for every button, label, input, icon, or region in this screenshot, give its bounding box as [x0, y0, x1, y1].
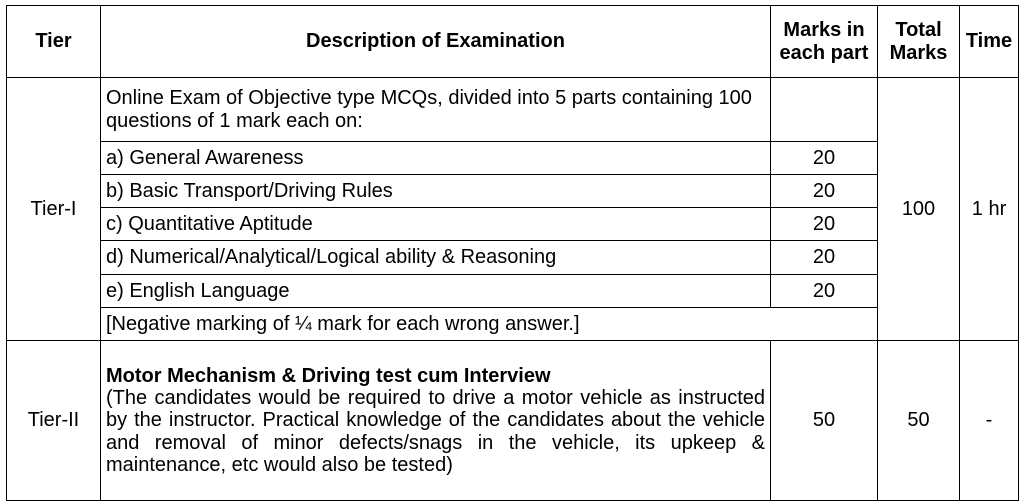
tier1-part-e-marks: 20 — [771, 275, 878, 308]
table-row — [7, 275, 1019, 308]
tier1-total-marks: 100 — [878, 78, 960, 341]
tier1-intro-row — [7, 78, 1019, 142]
tier2-marks-part: 50 — [771, 341, 878, 501]
exam-scheme-table — [6, 5, 1019, 501]
header-marks-each-part — [771, 6, 878, 78]
tier2-name: Tier-II — [7, 341, 101, 501]
tier1-part-a-label: a) General Awareness — [101, 142, 771, 175]
table-row — [7, 142, 1019, 175]
tier1-part-a-marks: 20 — [771, 142, 878, 175]
tier1-part-b-marks: 20 — [771, 175, 878, 208]
tier1-part-c-marks: 20 — [771, 208, 878, 241]
header-marks-part-line1: Marks in — [783, 19, 865, 42]
tier1-part-c-label: c) Quantitative Aptitude — [101, 208, 771, 241]
tier2-time: - — [960, 341, 1019, 501]
tier2-description: (The candidates would be required to drive a motor vehicle as instructed by the instructor. Practical knowledge of the candidates about the vehicle and removal of minor defects/snags in the vehicle, its upkeep & maintenance, etc would also be tested) — [106, 386, 765, 477]
tier1-intro-marks-empty — [771, 78, 878, 142]
tier1-part-d-marks: 20 — [771, 241, 878, 275]
tier2-row — [7, 341, 1019, 501]
header-total-line2: Marks — [889, 41, 948, 64]
header-description: Description of Examination — [101, 6, 771, 78]
tier1-intro: Online Exam of Objective type MCQs, divided into 5 parts containing 100 questions of 1 mark each on: — [101, 78, 771, 142]
header-marks-part-line2: each part — [779, 41, 869, 64]
tier2-description-cell — [101, 341, 771, 501]
tier1-negative-marking-note: [Negative marking of ¼ mark for each wrong answer.] — [101, 308, 878, 341]
tier1-name: Tier-I — [7, 78, 101, 341]
tier2-total-marks: 50 — [878, 341, 960, 501]
tier1-note-row — [7, 308, 1019, 341]
header-total-line1: Total — [895, 19, 942, 42]
table-row — [7, 241, 1019, 275]
tier1-part-b-label: b) Basic Transport/Driving Rules — [101, 175, 771, 208]
header-total-marks — [878, 6, 960, 78]
header-time: Time — [960, 6, 1019, 78]
tier1-part-d-label: d) Numerical/Analytical/Logical ability & Reasoning — [101, 241, 771, 275]
table-row — [7, 175, 1019, 208]
tier2-title: Motor Mechanism & Driving test cum Interview — [106, 364, 551, 387]
table-row — [7, 208, 1019, 241]
header-row — [7, 6, 1019, 78]
header-tier: Tier — [7, 6, 101, 78]
tier1-part-e-label: e) English Language — [101, 275, 771, 308]
tier1-time: 1 hr — [960, 78, 1019, 341]
